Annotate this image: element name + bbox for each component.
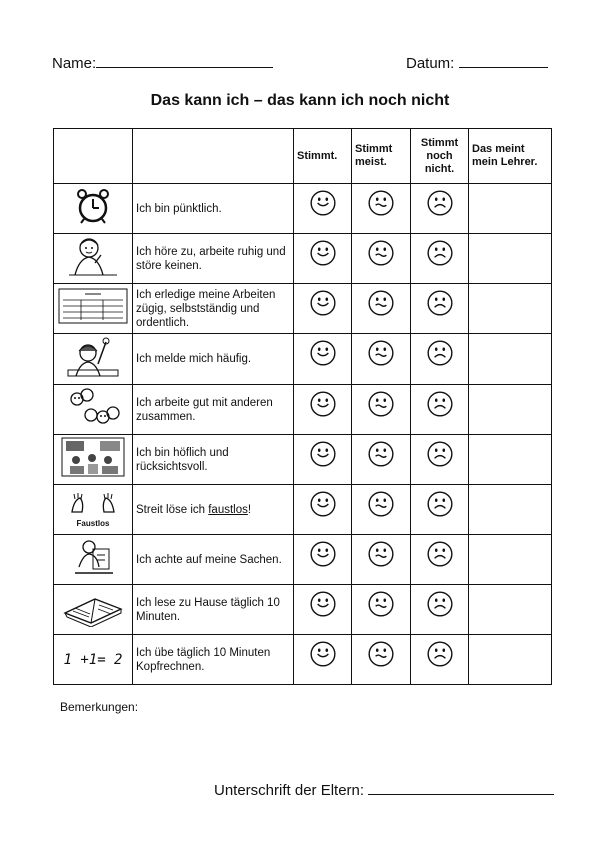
sad-face-cell[interactable] <box>411 535 469 585</box>
statement-text: Ich melde mich häufig. <box>136 353 252 365</box>
math-equation-icon <box>63 651 122 668</box>
table-header-row <box>54 129 552 184</box>
table-row <box>54 485 552 535</box>
statement-text: Ich übe täglich 10 Minuten Kopfrechnen. <box>136 646 271 673</box>
row-icon-cell <box>54 385 133 435</box>
name-field[interactable] <box>52 53 273 72</box>
table-row <box>54 385 552 435</box>
neutral-face-cell[interactable] <box>352 284 411 334</box>
sad-face-cell[interactable] <box>411 485 469 535</box>
alarm-clock-icon <box>73 213 113 230</box>
name-label: Name: <box>52 55 97 72</box>
signature-field[interactable] <box>214 780 554 799</box>
statement-text: Ich achte auf meine Sachen. <box>136 553 282 566</box>
equation-text: 1 +1= 2 <box>63 651 123 668</box>
happy-face-cell[interactable] <box>294 334 352 385</box>
table-row <box>54 635 552 685</box>
date-label: Datum: <box>406 55 455 72</box>
date-field[interactable] <box>406 53 548 72</box>
row-icon-cell <box>54 535 133 585</box>
happy-face-cell[interactable] <box>294 635 352 685</box>
statement-text: Ich bin höflich und rücksichtsvoll. <box>136 446 229 473</box>
statement-cell <box>133 585 294 635</box>
statement-text: Ich lese zu Hause täglich 10 Minuten. <box>136 596 280 623</box>
header-empty-icon <box>54 129 133 184</box>
sad-face-icon[interactable] <box>426 339 454 367</box>
neutral-face-icon[interactable] <box>367 289 395 317</box>
neutral-face-cell[interactable] <box>352 435 411 485</box>
neutral-face-cell[interactable] <box>352 485 411 535</box>
row-icon-cell <box>54 635 133 685</box>
happy-face-cell[interactable] <box>294 535 352 585</box>
neutral-face-icon[interactable] <box>367 339 395 367</box>
teacher-opinion-cell[interactable] <box>469 535 552 585</box>
happy-face-icon[interactable] <box>309 440 337 468</box>
statement-cell <box>133 385 294 435</box>
neutral-face-cell[interactable] <box>352 234 411 284</box>
sad-face-icon[interactable] <box>426 390 454 418</box>
row-icon-cell <box>54 184 133 234</box>
raised-hand-child-icon <box>66 365 120 382</box>
self-assessment-table <box>53 128 552 685</box>
happy-face-cell[interactable] <box>294 385 352 435</box>
sad-face-cell[interactable] <box>411 284 469 334</box>
happy-face-cell[interactable] <box>294 234 352 284</box>
sad-face-cell[interactable] <box>411 334 469 385</box>
sad-face-icon[interactable] <box>426 490 454 518</box>
table-row <box>54 184 552 234</box>
row-icon-cell <box>54 234 133 284</box>
table-row <box>54 234 552 284</box>
happy-face-cell[interactable] <box>294 585 352 635</box>
teacher-opinion-cell[interactable] <box>469 334 552 385</box>
column-header: Das meint mein Lehrer. <box>469 129 552 184</box>
teacher-opinion-cell[interactable] <box>469 184 552 234</box>
statement-cell <box>133 535 294 585</box>
sad-face-icon[interactable] <box>426 239 454 267</box>
statement-cell <box>133 334 294 385</box>
column-header: Stimmt meist. <box>352 129 411 184</box>
statement-text: Ich erledige meine Arbeiten zügig, selbstständig und ordentlich. <box>136 288 276 329</box>
sad-face-cell[interactable] <box>411 435 469 485</box>
teacher-opinion-cell[interactable] <box>469 284 552 334</box>
sad-face-cell[interactable] <box>411 234 469 284</box>
open-book-icon <box>61 614 125 631</box>
statement-text: ! <box>247 503 252 516</box>
statement-text: Ich arbeite gut mit anderen zusammen. <box>136 396 273 423</box>
teamwork-faces-icon <box>65 414 121 431</box>
sad-face-icon[interactable] <box>426 640 454 668</box>
faustlos-hands-icon <box>54 503 132 528</box>
neutral-face-cell[interactable] <box>352 585 411 635</box>
neutral-face-cell[interactable] <box>352 535 411 585</box>
statement-cell <box>133 485 294 535</box>
icon-caption: Faustlos <box>76 518 110 528</box>
listening-child-icon <box>65 264 121 281</box>
sad-face-icon[interactable] <box>426 289 454 317</box>
statement-cell <box>133 184 294 234</box>
name-line[interactable] <box>96 53 273 68</box>
happy-face-cell[interactable] <box>294 284 352 334</box>
statement-text: Ich höre zu, arbeite ruhig und störe keinen. <box>136 245 286 272</box>
happy-face-cell[interactable] <box>294 184 352 234</box>
faustlos-link[interactable]: faustlos <box>208 503 248 516</box>
neutral-face-icon[interactable] <box>367 590 395 618</box>
row-icon-cell <box>54 334 133 385</box>
remarks-label: Bemerkungen: <box>60 700 139 714</box>
neutral-face-icon[interactable] <box>367 540 395 568</box>
signature-label: Unterschrift der Eltern: <box>214 782 365 799</box>
classroom-scene-icon <box>60 465 126 482</box>
sad-face-icon[interactable] <box>426 540 454 568</box>
row-icon-cell <box>54 485 133 535</box>
sad-face-cell[interactable] <box>411 385 469 435</box>
header-empty-text <box>133 129 294 184</box>
sad-face-icon[interactable] <box>426 590 454 618</box>
neutral-face-icon[interactable] <box>367 189 395 217</box>
row-icon-cell <box>54 435 133 485</box>
column-header: Stimmt. <box>294 129 352 184</box>
neutral-face-icon[interactable] <box>367 239 395 267</box>
statement-text: Streit löse ich <box>136 503 209 516</box>
worksheet-icon <box>57 313 129 330</box>
neutral-face-icon[interactable] <box>367 490 395 518</box>
signature-line[interactable] <box>368 780 554 795</box>
happy-face-cell[interactable] <box>294 485 352 535</box>
happy-face-icon[interactable] <box>309 490 337 518</box>
happy-face-cell[interactable] <box>294 435 352 485</box>
table-row <box>54 284 552 334</box>
neutral-face-cell[interactable] <box>352 385 411 435</box>
statement-cell <box>133 234 294 284</box>
page-title: Das kann ich – das kann ich noch nicht <box>150 92 450 109</box>
happy-face-icon[interactable] <box>309 640 337 668</box>
statement-cell <box>133 635 294 685</box>
happy-face-icon[interactable] <box>309 339 337 367</box>
neutral-face-cell[interactable] <box>352 334 411 385</box>
sad-face-cell[interactable] <box>411 585 469 635</box>
happy-face-icon[interactable] <box>309 189 337 217</box>
neutral-face-icon[interactable] <box>367 390 395 418</box>
happy-face-icon[interactable] <box>309 590 337 618</box>
neutral-face-icon[interactable] <box>367 640 395 668</box>
happy-face-icon[interactable] <box>309 390 337 418</box>
column-header: Stimmt noch nicht. <box>411 129 469 184</box>
sad-face-icon[interactable] <box>426 440 454 468</box>
date-line[interactable] <box>459 53 548 68</box>
teacher-opinion-cell[interactable] <box>469 385 552 435</box>
happy-face-icon[interactable] <box>309 540 337 568</box>
row-icon-cell <box>54 585 133 635</box>
happy-face-icon[interactable] <box>309 239 337 267</box>
table-row <box>54 585 552 635</box>
statement-text: Ich bin pünktlich. <box>136 202 222 215</box>
teacher-opinion-cell[interactable] <box>469 485 552 535</box>
teacher-opinion-cell[interactable] <box>469 435 552 485</box>
sad-face-cell[interactable] <box>411 635 469 685</box>
neutral-face-icon[interactable] <box>367 440 395 468</box>
teacher-opinion-cell[interactable] <box>469 234 552 284</box>
statement-cell <box>133 284 294 334</box>
table-row <box>54 334 552 385</box>
neutral-face-cell[interactable] <box>352 635 411 685</box>
neutral-face-cell[interactable] <box>352 184 411 234</box>
table-row <box>54 435 552 485</box>
statement-cell <box>133 435 294 485</box>
teacher-opinion-cell[interactable] <box>469 635 552 685</box>
happy-face-icon[interactable] <box>309 289 337 317</box>
sad-face-icon[interactable] <box>426 189 454 217</box>
table-row <box>54 535 552 585</box>
sad-face-cell[interactable] <box>411 184 469 234</box>
teacher-opinion-cell[interactable] <box>469 585 552 635</box>
row-icon-cell <box>54 284 133 334</box>
tidy-desk-icon <box>69 564 117 581</box>
